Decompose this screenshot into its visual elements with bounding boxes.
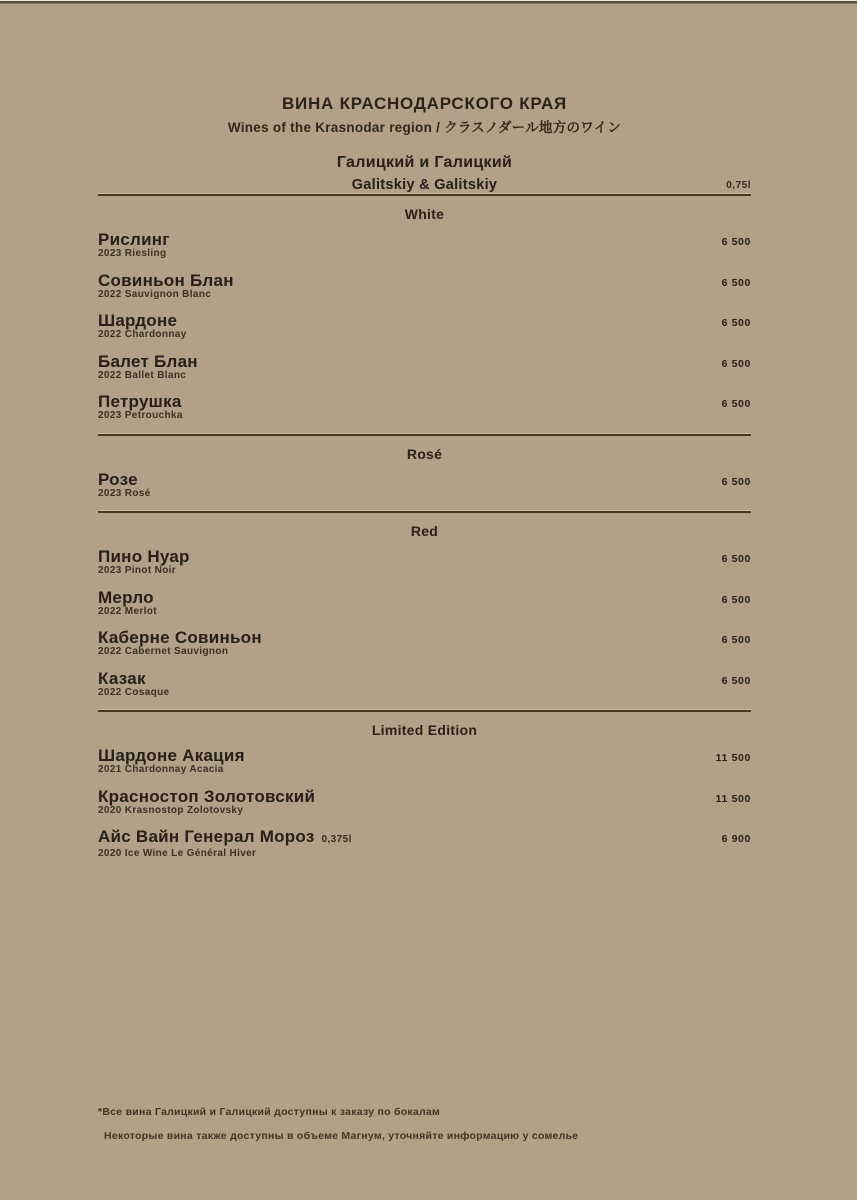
footnote-by-the-glass: *Все вина Галицкий и Галицкий доступны к заказу по бокалам (98, 1106, 441, 1118)
producer-name-ru: Галицкий и Галицкий (336, 154, 513, 171)
section-items-red (98, 548, 751, 699)
wine-vintage: 2022 Ballet Blanc (98, 369, 187, 381)
wine-volume-label: 0,375l (321, 834, 352, 845)
section-divider (98, 434, 751, 436)
wine-price: 6 500 (721, 357, 751, 370)
wine-name: Пино Нуар (98, 547, 190, 566)
wine-vintage: 2023 Pinot Noir (98, 565, 177, 576)
wine-vintage: 2023 Riesling (98, 248, 167, 259)
bottle-volume-label: 0,75l (726, 180, 751, 191)
wine-item (98, 471, 751, 500)
wine-item (98, 788, 751, 817)
wine-name: Балет Блан (98, 351, 198, 371)
section-header-rose: Rosé (406, 445, 443, 462)
wine-name: Шардоне (98, 311, 178, 330)
wine-price: 6 500 (721, 553, 751, 565)
wine-price: 6 500 (721, 276, 751, 289)
wine-name (98, 828, 751, 848)
wine-price: 6 500 (721, 674, 751, 687)
scan-top-edge (0, 0, 857, 4)
wine-vintage: 2022 Sauvignon Blanc (98, 288, 212, 300)
producer-name-en: Galitskiy & Galitskiy (351, 177, 498, 193)
wine-name: Красностоп Золотовский (98, 786, 316, 806)
wine-name: Каберне Совиньон (98, 628, 262, 647)
section-header-red: Red (410, 523, 439, 539)
page-subtitle: Wines of the Krasnodar region / クラスノダール地方のワイン (227, 120, 622, 135)
wine-vintage: 2020 Ice Wine Le Général Hiver (98, 848, 257, 859)
section-items-limited-edition (98, 747, 751, 860)
wine-item (98, 353, 751, 382)
wine-vintage: 2020 Krasnostop Zolotovsky (98, 804, 244, 816)
footnotes (98, 1106, 778, 1143)
wine-item (98, 272, 751, 301)
section-divider (98, 511, 751, 513)
section-header-white: White (404, 206, 445, 222)
section-divider (98, 194, 751, 196)
wine-name: Петрушка (98, 392, 182, 411)
wine-item (98, 670, 751, 699)
wine-item (98, 629, 751, 658)
footnote-magnum: Некоторые вина также доступны в объеме Магнум, уточняйте информацию у сомелье (104, 1130, 579, 1142)
wine-price: 6 500 (721, 317, 751, 329)
wine-price: 11 500 (715, 792, 751, 805)
page-title: ВИНА КРАСНОДАРСКОГО КРАЯ (281, 94, 567, 113)
wine-item (98, 312, 751, 341)
wine-item (98, 393, 751, 422)
wine-name: Казак (98, 668, 146, 688)
wine-price: 11 500 (715, 752, 751, 764)
wine-item (98, 548, 751, 577)
menu-header (98, 95, 751, 192)
wine-vintage: 2022 Merlot (98, 605, 157, 617)
wine-name: Рислинг (98, 230, 170, 249)
section-header-limited-edition: Limited Edition (371, 722, 478, 738)
wine-price: 6 500 (721, 475, 751, 488)
wine-item (98, 828, 751, 860)
wine-name: Совиньон Блан (98, 270, 234, 290)
wine-vintage: 2022 Chardonnay (98, 329, 187, 340)
wine-item (98, 589, 751, 618)
wine-vintage: 2023 Rosé (98, 487, 151, 499)
wine-price: 6 500 (721, 398, 751, 410)
wine-name: Мерло (98, 587, 154, 607)
wine-vintage: 2022 Cabernet Sauvignon (98, 646, 229, 657)
wine-price: 6 500 (721, 593, 751, 606)
wine-price: 6 500 (721, 634, 751, 646)
wine-vintage: 2023 Petrouchka (98, 410, 183, 421)
wine-price: 6 900 (721, 833, 751, 845)
wine-vintage: 2021 Chardonnay Acacia (98, 764, 224, 775)
wine-vintage: 2022 Cosaque (98, 686, 170, 698)
section-items-white (98, 231, 751, 422)
producer-block (98, 155, 751, 192)
section-divider (98, 710, 751, 712)
menu-content (98, 95, 751, 872)
wine-item (98, 231, 751, 260)
wine-name: Розе (98, 469, 138, 489)
wine-name: Шардоне Акация (98, 746, 245, 765)
wine-name-text: Айс Вайн Генерал Мороз (98, 827, 315, 846)
wine-item (98, 747, 751, 776)
wine-price: 6 500 (721, 236, 751, 248)
section-items-rose (98, 471, 751, 500)
